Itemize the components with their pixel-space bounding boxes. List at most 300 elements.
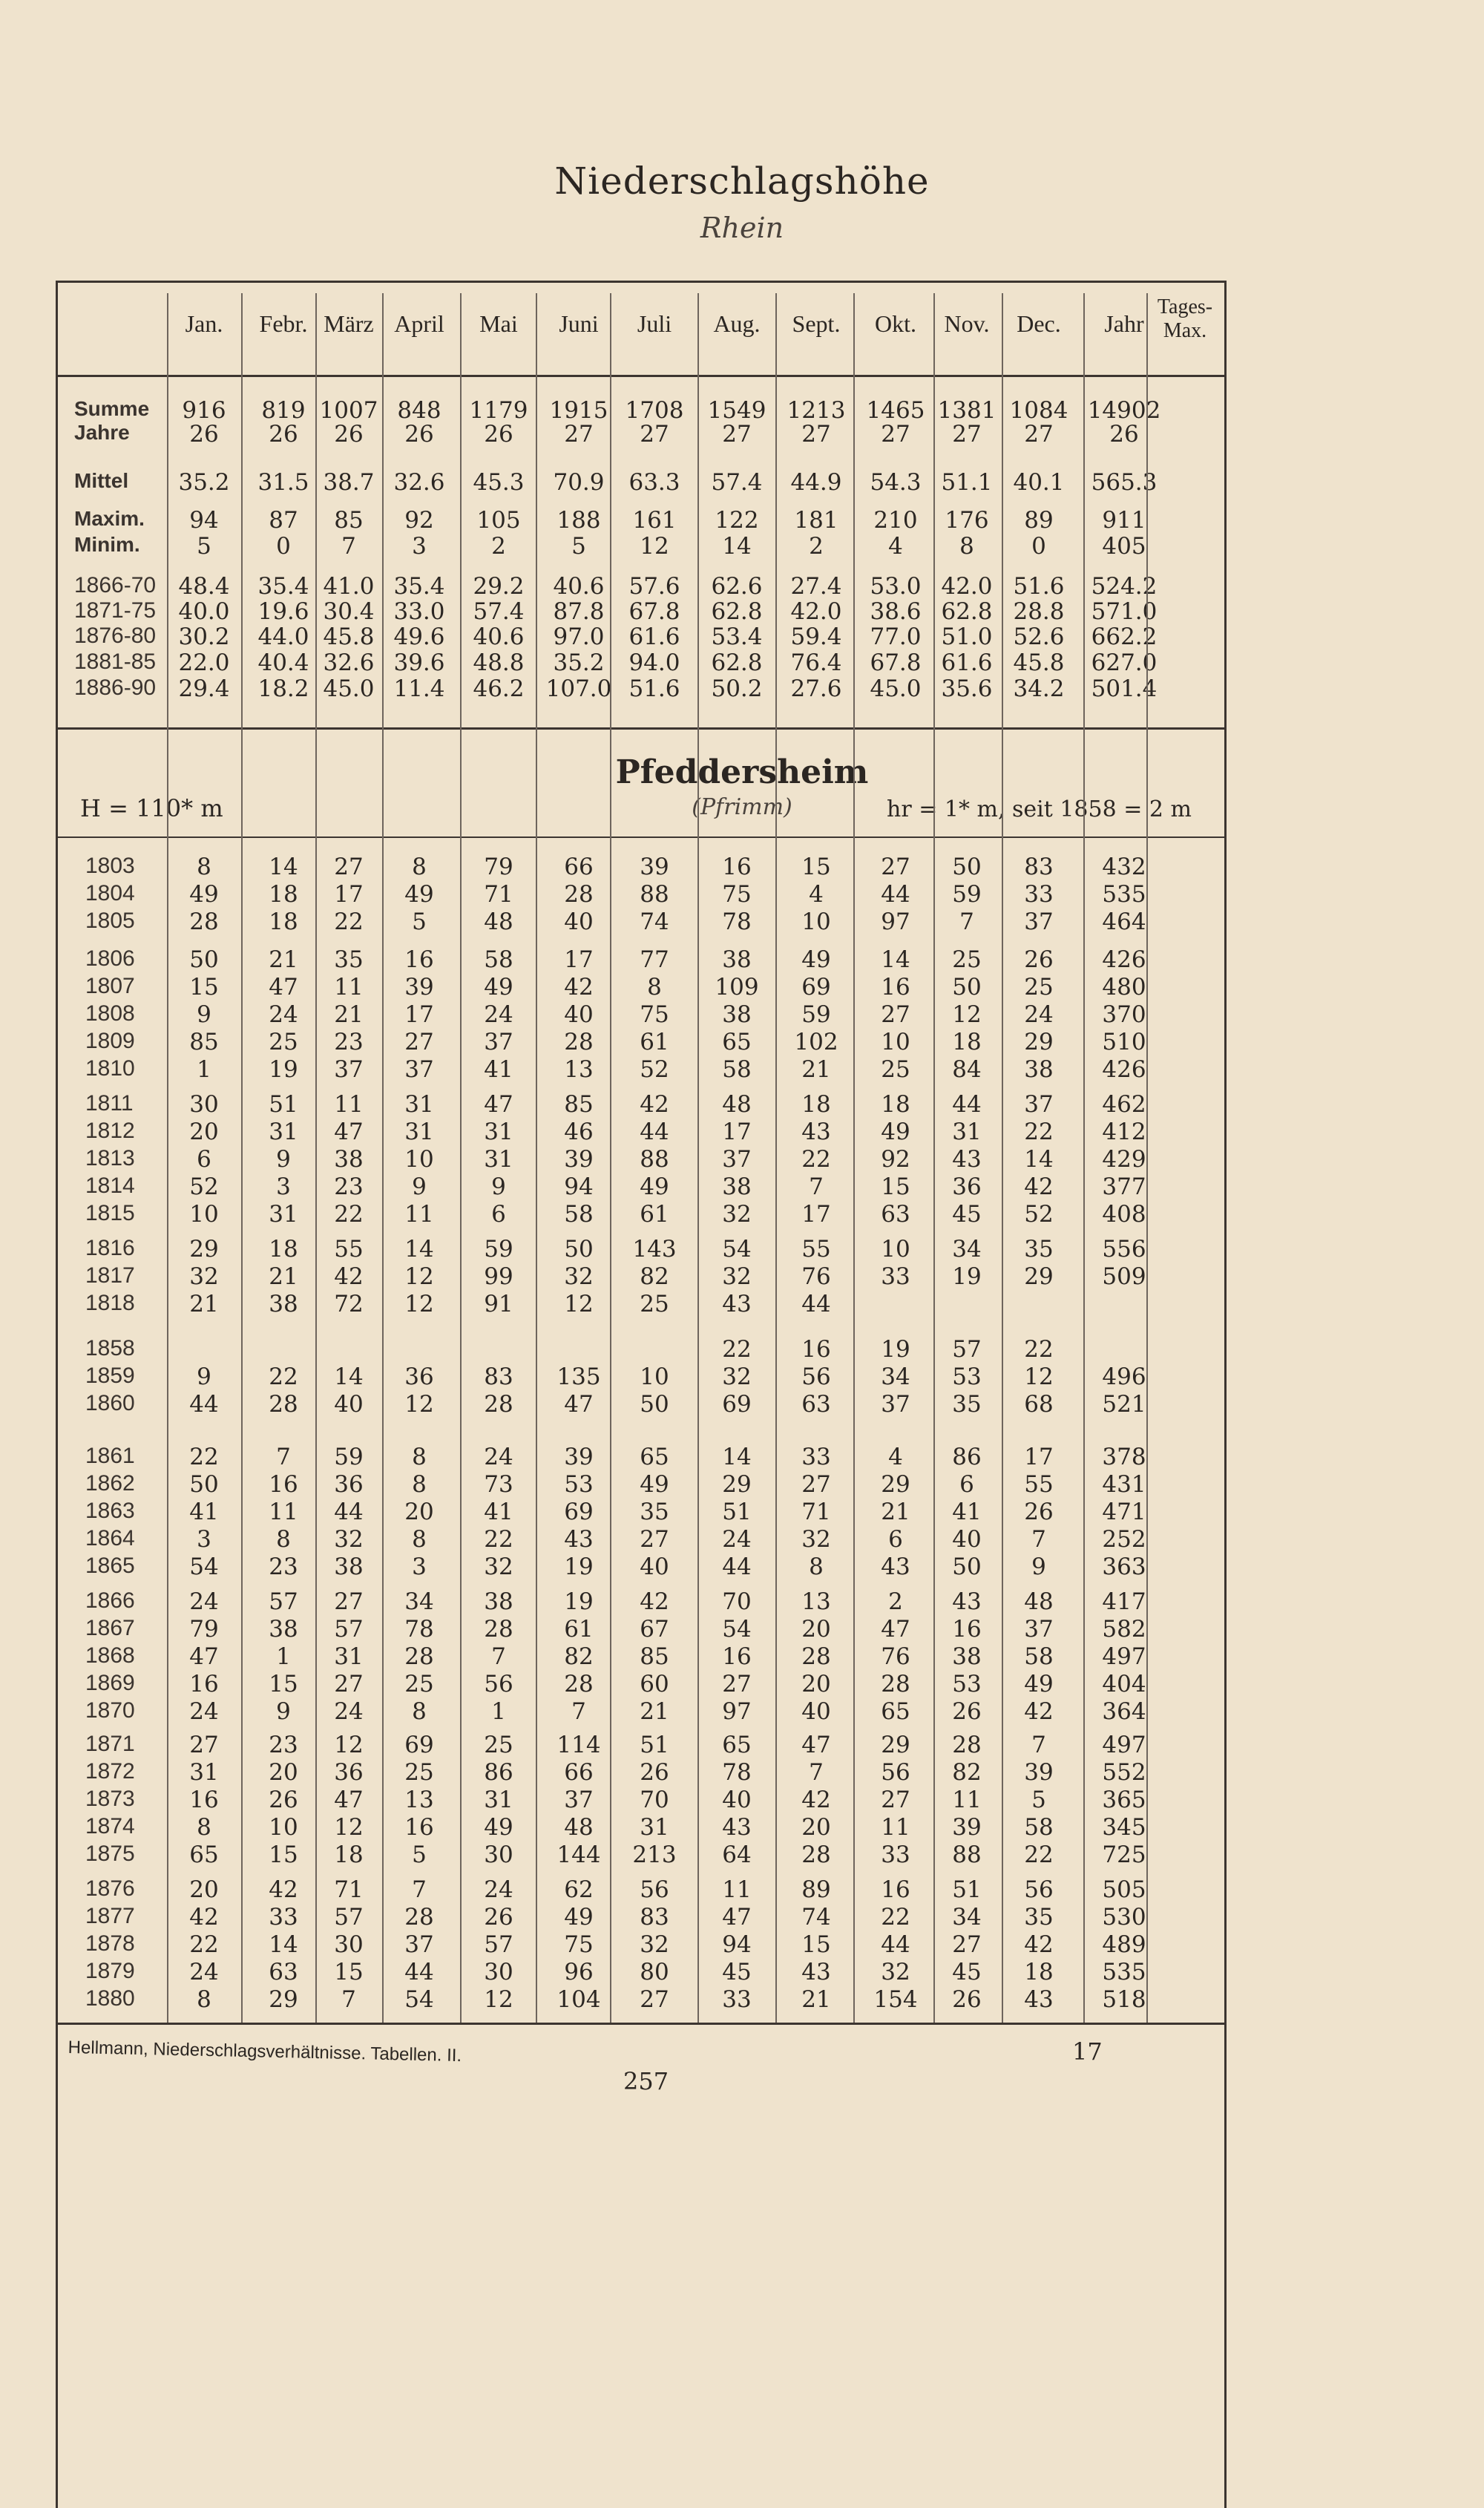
year-cell: 16 bbox=[404, 1814, 434, 1841]
year-cell: 41 bbox=[952, 1499, 982, 1525]
year-cell: 56 bbox=[484, 1671, 513, 1697]
year-cell: 25 bbox=[484, 1732, 513, 1758]
year-cell: 53 bbox=[952, 1671, 982, 1697]
year-cell: 32 bbox=[722, 1363, 752, 1390]
year-cell: 29 bbox=[881, 1732, 910, 1758]
year-cell: 7 bbox=[1031, 1526, 1046, 1553]
year-cell: 8 bbox=[197, 1986, 211, 2013]
summary-cell: 405 bbox=[1102, 533, 1146, 560]
year-cell: 16 bbox=[404, 946, 434, 973]
year-cell: 426 bbox=[1102, 1056, 1146, 1083]
column-header: Tages-Max. bbox=[1157, 295, 1213, 342]
summary-cell: 62.8 bbox=[941, 598, 993, 625]
summary-cell: 29.4 bbox=[178, 675, 230, 702]
year-cell: 31 bbox=[952, 1119, 982, 1145]
year-cell: 22 bbox=[269, 1363, 298, 1390]
year-cell: 18 bbox=[269, 908, 298, 935]
year-cell: 97 bbox=[881, 908, 910, 935]
year-cell: 30 bbox=[334, 1931, 364, 1958]
year-cell: 22 bbox=[1024, 1336, 1054, 1363]
year-label: 1867 bbox=[85, 1616, 135, 1640]
year-cell: 43 bbox=[722, 1814, 752, 1841]
year-cell: 63 bbox=[881, 1201, 910, 1228]
summary-cell: 45.0 bbox=[870, 675, 922, 702]
year-label: 1812 bbox=[85, 1119, 135, 1143]
year-cell: 22 bbox=[881, 1904, 910, 1931]
summary-cell: 0 bbox=[276, 533, 291, 560]
year-cell: 58 bbox=[722, 1056, 752, 1083]
year-cell: 15 bbox=[189, 974, 219, 1001]
year-cell: 65 bbox=[189, 1841, 219, 1868]
year-cell: 71 bbox=[334, 1876, 364, 1903]
year-cell: 535 bbox=[1102, 881, 1146, 908]
summary-cell: 27.4 bbox=[790, 573, 842, 600]
year-cell: 143 bbox=[632, 1236, 677, 1263]
year-cell: 44 bbox=[334, 1499, 364, 1525]
year-cell: 16 bbox=[189, 1787, 219, 1813]
year-cell: 83 bbox=[484, 1363, 513, 1390]
year-cell: 16 bbox=[881, 974, 910, 1001]
year-cell: 10 bbox=[189, 1201, 219, 1228]
summary-cell: 571.0 bbox=[1091, 598, 1158, 625]
summary-cell: 105 bbox=[476, 507, 521, 534]
year-cell: 61 bbox=[640, 1029, 669, 1055]
year-cell: 31 bbox=[189, 1759, 219, 1786]
year-cell: 41 bbox=[189, 1499, 219, 1525]
summary-cell: 51.6 bbox=[1013, 573, 1065, 600]
year-cell: 36 bbox=[334, 1471, 364, 1498]
year-cell: 509 bbox=[1102, 1263, 1146, 1290]
summary-cell: 35.2 bbox=[553, 649, 605, 676]
summary-cell: 5 bbox=[571, 533, 586, 560]
year-cell: 74 bbox=[801, 1904, 831, 1931]
year-cell: 31 bbox=[484, 1119, 513, 1145]
year-cell: 6 bbox=[491, 1201, 506, 1228]
summary-cell: 22.0 bbox=[178, 649, 230, 676]
column-rule bbox=[315, 293, 317, 2023]
year-cell: 83 bbox=[1024, 854, 1054, 880]
year-cell: 47 bbox=[881, 1616, 910, 1643]
year-cell: 57 bbox=[269, 1588, 298, 1615]
year-cell: 22 bbox=[334, 1201, 364, 1228]
year-cell: 4 bbox=[809, 881, 824, 908]
year-cell: 33 bbox=[722, 1986, 752, 2013]
year-cell: 14 bbox=[404, 1236, 434, 1263]
summary-row-label: 1866-70 bbox=[74, 573, 157, 597]
year-cell: 40 bbox=[952, 1526, 982, 1553]
year-cell: 13 bbox=[404, 1787, 434, 1813]
year-cell: 64 bbox=[722, 1841, 752, 1868]
year-cell: 38 bbox=[1024, 1056, 1054, 1083]
year-cell: 471 bbox=[1102, 1499, 1146, 1525]
year-cell: 489 bbox=[1102, 1931, 1146, 1958]
year-cell: 43 bbox=[952, 1146, 982, 1173]
year-cell: 78 bbox=[722, 1759, 752, 1786]
year-cell: 15 bbox=[269, 1841, 298, 1868]
year-cell: 505 bbox=[1102, 1876, 1146, 1903]
column-rule bbox=[1002, 293, 1003, 2023]
year-cell: 10 bbox=[881, 1236, 910, 1263]
year-cell: 26 bbox=[1024, 1499, 1054, 1525]
year-cell: 11 bbox=[952, 1787, 982, 1813]
year-cell: 31 bbox=[640, 1814, 669, 1841]
year-cell: 52 bbox=[640, 1056, 669, 1083]
year-cell: 56 bbox=[640, 1876, 669, 1903]
year-cell: 88 bbox=[640, 1146, 669, 1173]
year-cell: 43 bbox=[564, 1526, 594, 1553]
year-cell: 32 bbox=[801, 1526, 831, 1553]
year-label: 1862 bbox=[85, 1471, 135, 1496]
year-cell: 25 bbox=[1024, 974, 1054, 1001]
column-rule bbox=[1146, 293, 1148, 2023]
year-label: 1869 bbox=[85, 1671, 135, 1695]
year-label: 1806 bbox=[85, 946, 135, 971]
year-cell: 59 bbox=[484, 1236, 513, 1263]
summary-cell: 210 bbox=[873, 507, 918, 534]
year-cell: 75 bbox=[722, 881, 752, 908]
year-cell: 33 bbox=[1024, 881, 1054, 908]
column-header: Okt. bbox=[875, 310, 916, 337]
year-cell: 20 bbox=[801, 1671, 831, 1697]
year-label: 1878 bbox=[85, 1931, 135, 1956]
year-cell: 26 bbox=[1024, 946, 1054, 973]
year-cell: 54 bbox=[722, 1236, 752, 1263]
year-label: 1863 bbox=[85, 1499, 135, 1523]
year-cell: 32 bbox=[881, 1959, 910, 1985]
year-cell: 14 bbox=[722, 1444, 752, 1470]
year-cell: 68 bbox=[1024, 1391, 1054, 1418]
year-cell: 3 bbox=[197, 1526, 211, 1553]
year-cell: 24 bbox=[269, 1001, 298, 1028]
year-label: 1808 bbox=[85, 1001, 135, 1026]
summary-cell: 87 bbox=[269, 507, 298, 534]
year-cell: 12 bbox=[484, 1986, 513, 2013]
year-cell: 28 bbox=[801, 1841, 831, 1868]
year-label: 1866 bbox=[85, 1588, 135, 1613]
summary-cell: 40.4 bbox=[257, 649, 309, 676]
year-cell: 39 bbox=[640, 854, 669, 880]
year-cell: 9 bbox=[197, 1363, 211, 1390]
year-cell: 50 bbox=[952, 1553, 982, 1580]
year-cell: 39 bbox=[564, 1444, 594, 1470]
year-cell: 48 bbox=[1024, 1588, 1054, 1615]
year-cell: 27 bbox=[404, 1029, 434, 1055]
year-cell: 21 bbox=[801, 1986, 831, 2013]
column-rule bbox=[853, 293, 855, 2023]
year-cell: 71 bbox=[801, 1499, 831, 1525]
year-cell: 94 bbox=[564, 1173, 594, 1200]
year-cell: 58 bbox=[564, 1201, 594, 1228]
year-cell: 30 bbox=[484, 1959, 513, 1985]
year-cell: 27 bbox=[334, 1588, 364, 1615]
year-cell: 42 bbox=[334, 1263, 364, 1290]
year-cell: 8 bbox=[412, 1698, 427, 1725]
summary-cell: 848 bbox=[397, 397, 441, 424]
year-cell: 45 bbox=[722, 1959, 752, 1985]
year-cell: 35 bbox=[952, 1391, 982, 1418]
year-cell: 47 bbox=[564, 1391, 594, 1418]
year-cell: 26 bbox=[484, 1904, 513, 1931]
year-cell: 34 bbox=[881, 1363, 910, 1390]
year-cell: 31 bbox=[269, 1201, 298, 1228]
summary-cell: 35.2 bbox=[178, 469, 230, 496]
year-cell: 31 bbox=[404, 1091, 434, 1118]
column-rule bbox=[1083, 293, 1085, 2023]
summary-cell: 26 bbox=[1109, 421, 1139, 448]
year-cell: 16 bbox=[722, 1643, 752, 1670]
summary-cell: 35.4 bbox=[393, 573, 445, 600]
summary-cell: 48.8 bbox=[473, 649, 525, 676]
year-cell: 10 bbox=[640, 1363, 669, 1390]
year-cell: 59 bbox=[952, 881, 982, 908]
year-label: 1803 bbox=[85, 854, 135, 878]
year-cell: 9 bbox=[197, 1001, 211, 1028]
summary-cell: 57.4 bbox=[711, 469, 763, 496]
summary-cell: 1465 bbox=[866, 397, 925, 424]
year-cell: 60 bbox=[640, 1671, 669, 1697]
year-cell: 52 bbox=[189, 1173, 219, 1200]
summary-cell: 51.6 bbox=[628, 675, 680, 702]
summary-cell: 92 bbox=[404, 507, 434, 534]
summary-cell: 45.8 bbox=[1013, 649, 1065, 676]
year-label: 1872 bbox=[85, 1759, 135, 1784]
summary-cell: 524.2 bbox=[1091, 573, 1158, 600]
year-cell: 16 bbox=[189, 1671, 219, 1697]
year-cell: 58 bbox=[1024, 1643, 1054, 1670]
summary-cell: 1084 bbox=[1009, 397, 1068, 424]
year-cell: 42 bbox=[1024, 1931, 1054, 1958]
year-cell: 24 bbox=[484, 1001, 513, 1028]
year-cell: 56 bbox=[1024, 1876, 1054, 1903]
summary-cell: 62.6 bbox=[711, 573, 763, 600]
year-cell: 19 bbox=[269, 1056, 298, 1083]
year-cell: 12 bbox=[334, 1814, 364, 1841]
year-cell: 49 bbox=[640, 1173, 669, 1200]
summary-cell: 19.6 bbox=[257, 598, 309, 625]
year-cell: 62 bbox=[564, 1876, 594, 1903]
year-cell: 2 bbox=[888, 1588, 903, 1615]
summary-cell: 916 bbox=[182, 397, 226, 424]
year-cell: 79 bbox=[484, 854, 513, 880]
summary-cell: 45.8 bbox=[323, 623, 375, 650]
year-label: 1859 bbox=[85, 1363, 135, 1388]
year-cell: 57 bbox=[484, 1931, 513, 1958]
summary-row-label: Minim. bbox=[74, 533, 140, 556]
year-cell: 15 bbox=[269, 1671, 298, 1697]
year-cell: 37 bbox=[404, 1056, 434, 1083]
summary-cell: 38.6 bbox=[870, 598, 922, 625]
year-cell: 43 bbox=[722, 1291, 752, 1317]
year-cell: 33 bbox=[269, 1904, 298, 1931]
year-cell: 19 bbox=[564, 1588, 594, 1615]
column-header: Sept. bbox=[792, 310, 841, 337]
year-cell: 17 bbox=[801, 1201, 831, 1228]
summary-cell: 57.6 bbox=[628, 573, 680, 600]
year-cell: 5 bbox=[412, 908, 427, 935]
summary-row-label: Mittel bbox=[74, 469, 129, 492]
year-cell: 38 bbox=[952, 1643, 982, 1670]
year-cell: 47 bbox=[334, 1119, 364, 1145]
year-cell: 109 bbox=[715, 974, 759, 1001]
year-cell: 24 bbox=[189, 1698, 219, 1725]
year-cell: 44 bbox=[640, 1119, 669, 1145]
year-cell: 32 bbox=[484, 1553, 513, 1580]
year-cell: 16 bbox=[881, 1876, 910, 1903]
year-cell: 88 bbox=[640, 881, 669, 908]
page-title: Niederschlagshöhe bbox=[554, 160, 930, 203]
year-cell: 24 bbox=[722, 1526, 752, 1553]
summary-cell: 1213 bbox=[787, 397, 846, 424]
year-cell: 42 bbox=[269, 1876, 298, 1903]
summary-cell: 89 bbox=[1024, 507, 1054, 534]
summary-cell: 627.0 bbox=[1091, 649, 1158, 676]
year-cell: 29 bbox=[189, 1236, 219, 1263]
year-cell: 55 bbox=[801, 1236, 831, 1263]
year-cell: 28 bbox=[484, 1616, 513, 1643]
summary-cell: 161 bbox=[632, 507, 677, 534]
year-cell: 92 bbox=[881, 1146, 910, 1173]
year-cell: 12 bbox=[1024, 1363, 1054, 1390]
summary-cell: 49.6 bbox=[393, 623, 445, 650]
year-cell: 69 bbox=[564, 1499, 594, 1525]
year-cell: 82 bbox=[564, 1643, 594, 1670]
year-cell: 26 bbox=[952, 1986, 982, 2013]
year-cell: 47 bbox=[801, 1732, 831, 1758]
year-cell: 22 bbox=[484, 1526, 513, 1553]
year-cell: 61 bbox=[640, 1201, 669, 1228]
year-label: 1810 bbox=[85, 1056, 135, 1081]
year-cell: 21 bbox=[334, 1001, 364, 1028]
column-header: Mai bbox=[479, 310, 518, 337]
summary-cell: 67.8 bbox=[870, 649, 922, 676]
summary-row-label: Maxim. bbox=[74, 507, 145, 530]
year-cell: 20 bbox=[189, 1876, 219, 1903]
year-cell: 86 bbox=[484, 1759, 513, 1786]
summary-cell: 819 bbox=[261, 397, 306, 424]
summary-cell: 26 bbox=[484, 421, 513, 448]
year-cell: 497 bbox=[1102, 1643, 1146, 1670]
summary-cell: 27 bbox=[952, 421, 982, 448]
year-cell: 25 bbox=[269, 1029, 298, 1055]
year-cell: 94 bbox=[722, 1931, 752, 1958]
year-cell: 37 bbox=[1024, 908, 1054, 935]
year-cell: 49 bbox=[881, 1119, 910, 1145]
year-cell: 27 bbox=[952, 1931, 982, 1958]
year-cell: 22 bbox=[722, 1336, 752, 1363]
year-cell: 20 bbox=[189, 1119, 219, 1145]
year-label: 1864 bbox=[85, 1526, 135, 1551]
summary-cell: 27 bbox=[640, 421, 669, 448]
year-cell: 36 bbox=[334, 1759, 364, 1786]
year-cell: 38 bbox=[722, 1001, 752, 1028]
year-cell: 104 bbox=[556, 1986, 601, 2013]
year-label: 1818 bbox=[85, 1291, 135, 1315]
year-cell: 51 bbox=[640, 1732, 669, 1758]
year-cell: 82 bbox=[640, 1263, 669, 1290]
year-cell: 8 bbox=[412, 1444, 427, 1470]
year-cell: 27 bbox=[722, 1671, 752, 1697]
year-cell: 7 bbox=[809, 1173, 824, 1200]
year-cell: 41 bbox=[484, 1499, 513, 1525]
summary-cell: 1549 bbox=[707, 397, 766, 424]
year-cell: 27 bbox=[881, 1787, 910, 1813]
year-cell: 29 bbox=[1024, 1029, 1054, 1055]
summary-cell: 54.3 bbox=[870, 469, 922, 496]
year-cell: 8 bbox=[197, 854, 211, 880]
year-cell: 12 bbox=[952, 1001, 982, 1028]
year-cell: 69 bbox=[722, 1391, 752, 1418]
summary-cell: 29.2 bbox=[473, 573, 525, 600]
year-cell: 74 bbox=[640, 908, 669, 935]
year-cell: 40 bbox=[640, 1553, 669, 1580]
year-cell: 43 bbox=[952, 1588, 982, 1615]
year-cell: 35 bbox=[334, 946, 364, 973]
year-cell: 70 bbox=[640, 1787, 669, 1813]
year-cell: 49 bbox=[484, 974, 513, 1001]
year-cell: 72 bbox=[334, 1291, 364, 1317]
year-cell: 22 bbox=[189, 1444, 219, 1470]
year-cell: 18 bbox=[1024, 1959, 1054, 1985]
year-label: 1807 bbox=[85, 974, 135, 998]
summary-cell: 50.2 bbox=[711, 675, 763, 702]
column-header: März bbox=[324, 310, 374, 337]
year-cell: 31 bbox=[404, 1119, 434, 1145]
year-cell: 135 bbox=[556, 1363, 601, 1390]
year-cell: 42 bbox=[640, 1091, 669, 1118]
header-rule bbox=[56, 375, 1224, 377]
year-cell: 12 bbox=[564, 1291, 594, 1317]
summary-row-label: 1876-80 bbox=[74, 623, 157, 648]
summary-cell: 62.8 bbox=[711, 598, 763, 625]
summary-cell: 5 bbox=[197, 533, 211, 560]
year-cell: 38 bbox=[334, 1553, 364, 1580]
year-cell: 37 bbox=[484, 1029, 513, 1055]
summary-cell: 62.8 bbox=[711, 649, 763, 676]
year-cell: 45 bbox=[952, 1959, 982, 1985]
year-cell: 17 bbox=[334, 881, 364, 908]
year-cell: 8 bbox=[276, 1526, 291, 1553]
year-cell: 75 bbox=[564, 1931, 594, 1958]
year-cell: 32 bbox=[722, 1263, 752, 1290]
column-rule bbox=[933, 293, 935, 2023]
year-cell: 40 bbox=[334, 1391, 364, 1418]
column-header: Jahr bbox=[1104, 310, 1144, 337]
year-label: 1814 bbox=[85, 1173, 135, 1198]
year-cell: 99 bbox=[484, 1263, 513, 1290]
year-cell: 91 bbox=[484, 1291, 513, 1317]
year-cell: 412 bbox=[1102, 1119, 1146, 1145]
summary-cell: 97.0 bbox=[553, 623, 605, 650]
year-cell: 50 bbox=[189, 946, 219, 973]
column-header: April bbox=[394, 310, 444, 337]
column-header: Nov. bbox=[944, 310, 990, 337]
year-cell: 29 bbox=[1024, 1263, 1054, 1290]
year-cell: 582 bbox=[1102, 1616, 1146, 1643]
year-label: 1868 bbox=[85, 1643, 135, 1668]
summary-cell: 94 bbox=[189, 507, 219, 534]
summary-cell: 53.4 bbox=[711, 623, 763, 650]
year-cell: 429 bbox=[1102, 1146, 1146, 1173]
sheet-number: 17 bbox=[1072, 2037, 1103, 2066]
year-cell: 27 bbox=[881, 1001, 910, 1028]
year-cell: 24 bbox=[334, 1698, 364, 1725]
year-cell: 79 bbox=[189, 1616, 219, 1643]
column-header: Dec. bbox=[1017, 310, 1061, 337]
summary-cell: 911 bbox=[1102, 507, 1146, 534]
year-cell: 76 bbox=[881, 1643, 910, 1670]
year-label: 1860 bbox=[85, 1391, 135, 1415]
year-cell: 518 bbox=[1102, 1986, 1146, 2013]
